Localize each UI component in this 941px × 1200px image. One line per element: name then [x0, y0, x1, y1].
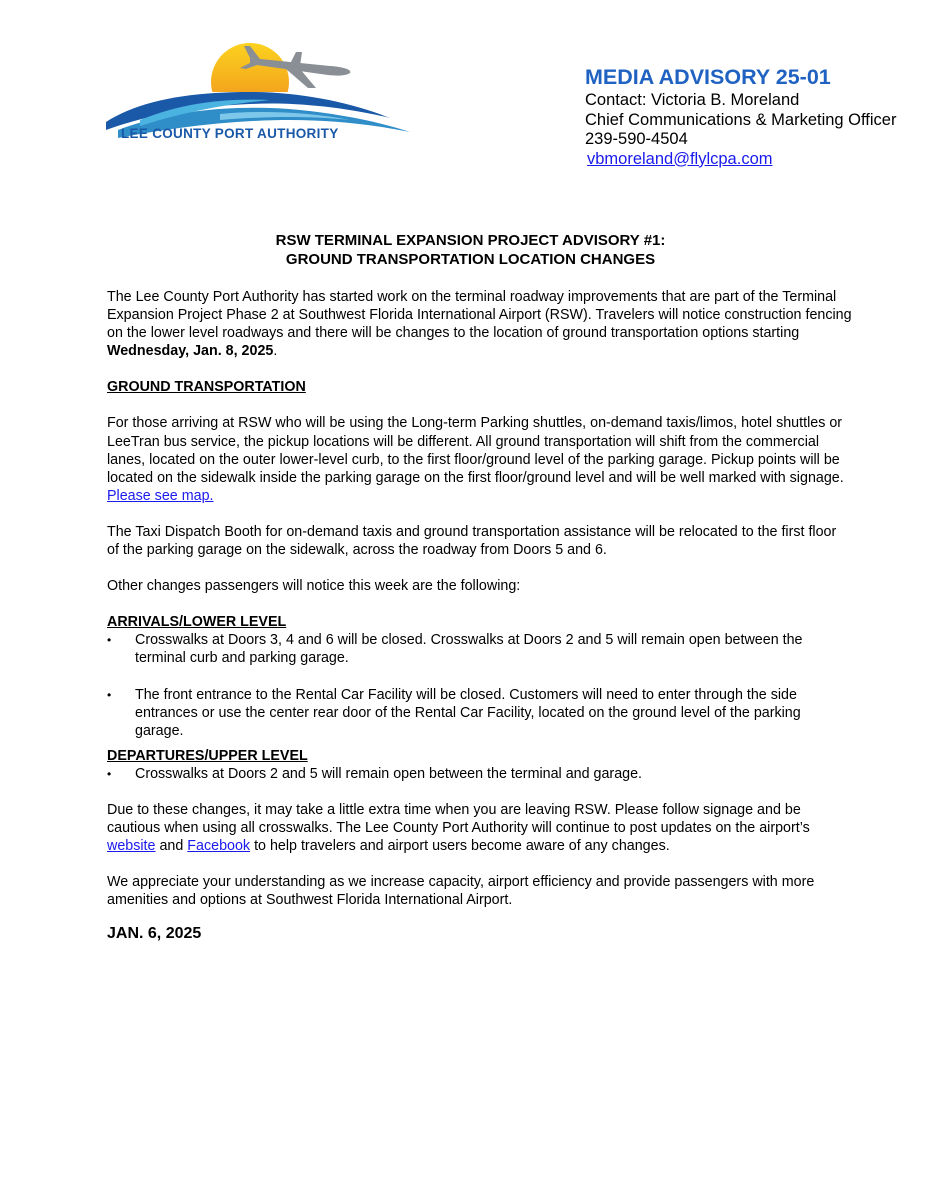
arrivals-list	[107, 631, 852, 739]
intro-text: The Lee County Port Authority has started work on the terminal roadway improvements that are part of the Terminal Expansion Project Phase 2 at Southwest Florida International Airport (RSW). Travelers will notice construction fencing on the lower level roadways and there will be changes to the location of ground transportation options starting	[107, 289, 852, 342]
org-name-text: LEE COUNTY PORT AUTHORITY	[121, 126, 339, 141]
contact-email-link[interactable]: vbmoreland@flylcpa.com	[587, 149, 773, 168]
intro-paragraph	[107, 288, 852, 360]
list-item: • The front entrance to the Rental Car Facility will be closed. Customers will need to enter through the side entrances or use the center rear door of the Rental Car Facility, located on the ground level of the parking garage.	[107, 686, 852, 740]
closing-paragraph-2: We appreciate your understanding as we increase capacity, airport efficiency and provide passengers with more amenities and options at Southwest Florida International Airport.	[107, 874, 815, 909]
contact-phone: 239-590-4504	[585, 130, 688, 148]
advisory-id: MEDIA ADVISORY 25-01	[585, 65, 831, 89]
departures-heading: DEPARTURES/UPPER LEVEL	[107, 747, 308, 764]
ground-paragraph-1	[107, 414, 852, 504]
ground-paragraph-3: Other changes passengers will notice this week are the following:	[107, 578, 521, 595]
headline	[0, 231, 941, 269]
ground-paragraph-2: The Taxi Dispatch Booth for on-demand taxis and ground transportation assistance will be relocated to the first floor of the parking garage on the sidewalk, across the roadway from Doors 5 and 6.	[107, 523, 837, 559]
map-link[interactable]: Please see map.	[107, 487, 214, 504]
intro-end: .	[273, 343, 278, 360]
website-link[interactable]: website	[107, 838, 156, 855]
ground-transportation-heading: GROUND TRANSPORTATION	[107, 379, 306, 396]
intro-date: Wednesday, Jan. 8, 2025	[107, 343, 274, 360]
contact-title: Chief Communications & Marketing Officer	[585, 110, 897, 129]
facebook-link[interactable]: Facebook	[187, 838, 251, 855]
body-content	[107, 288, 852, 944]
closing-text-start: Due to these changes, it may take a little extra time when you are leaving RSW. Please follow signage and be cautious when using all crosswalks. The Lee County Port Authority will continue to post updates on the airport’s	[107, 801, 810, 837]
closing-paragraph-1	[107, 801, 852, 855]
arrivals-heading: ARRIVALS/LOWER LEVEL	[107, 614, 287, 631]
departures-list	[107, 765, 852, 783]
closing-text-and: and	[155, 838, 188, 855]
list-item: • Crosswalks at Doors 2 and 5 will remain open between the terminal and garage.	[107, 765, 852, 783]
closing-text-end: to help travelers and airport users become aware of any changes.	[250, 838, 670, 855]
contact-block	[585, 64, 930, 169]
list-item: • Crosswalks at Doors 3, 4 and 6 will be closed. Crosswalks at Doors 2 and 5 will remain open between the terminal curb and parking garage.	[107, 631, 852, 667]
ground-paragraph-1-text: For those arriving at RSW who will be using the Long-term Parking shuttles, on-demand taxis/limos, hotel shuttles or LeeTran bus service, the pickup locations will be different. All ground transportation will shift from the commercial lanes, located on the outer lower-level curb, to the first floor/ground level of the parking garage. Pickup points will be located on the sidewalk inside the parking garage on the first floor/ground level and will be well marked with signage.	[107, 415, 844, 486]
contact-name: Contact: Victoria B. Moreland	[585, 91, 800, 109]
headline-line-1: RSW TERMINAL EXPANSION PROJECT ADVISORY #1:	[275, 232, 666, 249]
headline-line-2: GROUND TRANSPORTATION LOCATION CHANGES	[285, 251, 656, 268]
release-date: JAN. 6, 2025	[107, 925, 202, 943]
